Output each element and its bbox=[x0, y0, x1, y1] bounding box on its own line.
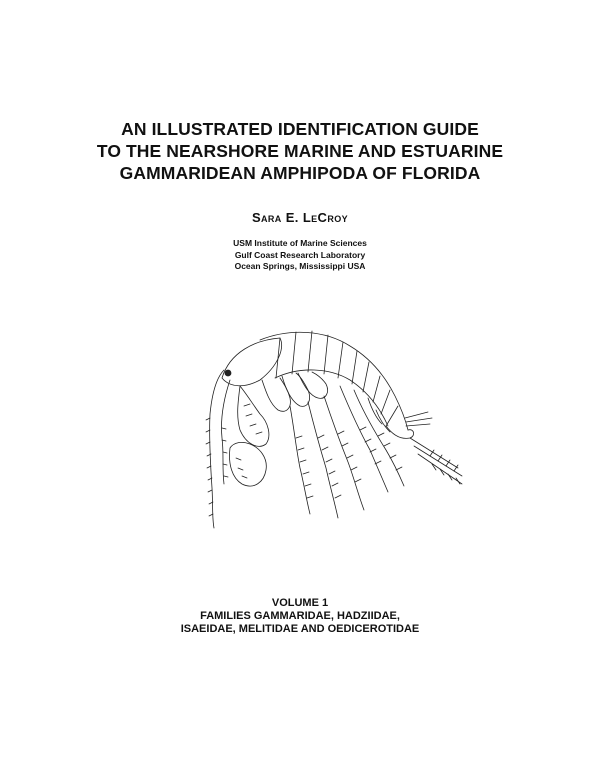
title-line-3: GAMMARIDEAN AMPHIPODA OF FLORIDA bbox=[119, 163, 481, 183]
volume-info bbox=[0, 597, 600, 636]
affiliation-line-2: Gulf Coast Research Laboratory bbox=[234, 249, 366, 260]
volume-families-line-2: ISAEIDAE, MELITIDAE AND OEDICEROTIDAE bbox=[180, 623, 420, 635]
title-line-1: AN ILLUSTRATED IDENTIFICATION GUIDE bbox=[121, 119, 479, 139]
author-affiliation bbox=[0, 238, 600, 273]
volume-families-line-1: FAMILIES GAMMARIDAE, HADZIIDAE, bbox=[200, 610, 400, 622]
document-title bbox=[0, 118, 600, 184]
affiliation-line-3: Ocean Springs, Mississippi USA bbox=[234, 261, 366, 271]
amphipod-illustration bbox=[200, 318, 470, 543]
title-line-2: TO THE NEARSHORE MARINE AND ESTUARINE bbox=[96, 141, 504, 161]
amphipod-drawing-icon bbox=[200, 318, 470, 543]
author-name: Sara E. LeCroy bbox=[251, 210, 349, 225]
volume-label: VOLUME 1 bbox=[271, 597, 329, 609]
affiliation-line-1: USM Institute of Marine Sciences bbox=[233, 238, 367, 248]
